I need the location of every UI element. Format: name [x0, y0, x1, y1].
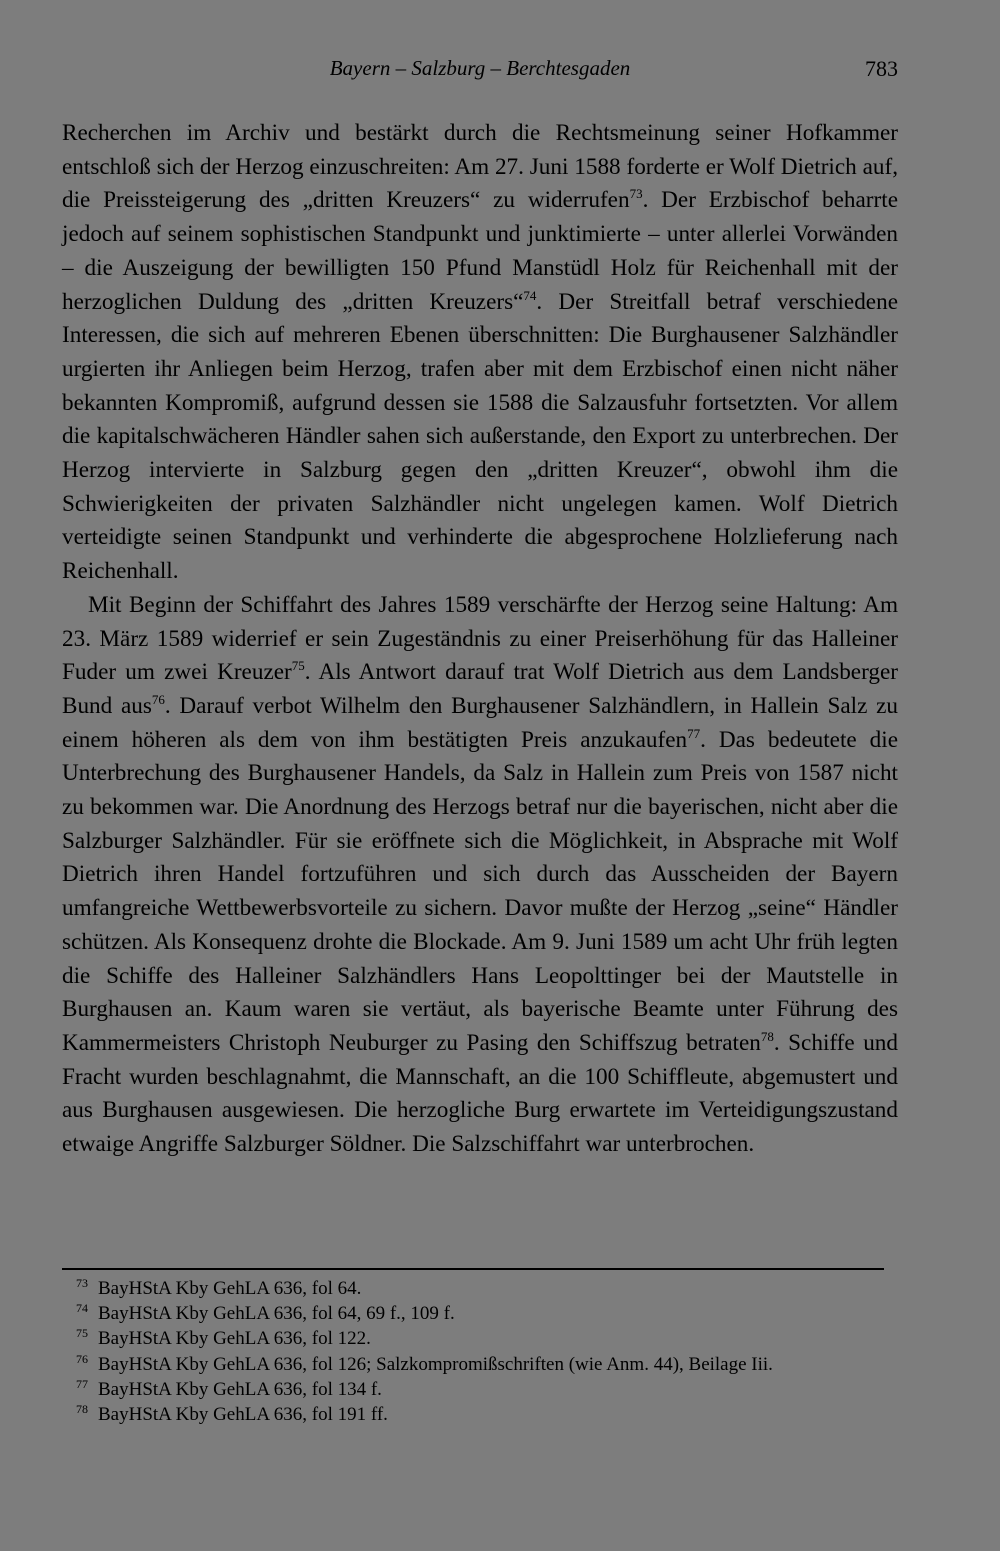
footnote-text: BayHStA Kby GehLA 636, fol 64. — [98, 1278, 362, 1299]
footnote-text: BayHStA Kby GehLA 636, fol 191 ff. — [98, 1404, 388, 1426]
text-segment: . Darauf verbot Wilhelm den Burghausener Salzhändlern, in Hallein Salz zu einem höheren als dem von ihm bestätigten Preis anzukaufen — [62, 692, 898, 753]
footnote-separator — [62, 1268, 884, 1270]
footnote-reference: 77 — [687, 725, 701, 741]
footnote: 78 BayHStA Kby GehLA 636, fol 191 ff. — [76, 1402, 388, 1426]
footnote: 73 BayHStA Kby GehLA 636, fol 64. — [76, 1276, 362, 1299]
footnote-reference: 78 — [760, 1028, 774, 1044]
footnote: 75 BayHStA Kby GehLA 636, fol 122. — [76, 1326, 371, 1350]
footnotes — [62, 1276, 884, 1427]
footnote-reference: 75 — [291, 658, 305, 674]
footnote-reference: 74 — [523, 287, 537, 303]
footnote: 74 BayHStA Kby GehLA 636, fol 64, 69 f., 109 f. — [76, 1301, 455, 1325]
footnote-text: BayHStA Kby GehLA 636, fol 126; Salzkompromißschriften (wie Anm. 44), Beilage Iii. — [98, 1353, 773, 1375]
footnote-text: BayHStA Kby GehLA 636, fol 64, 69 f., 109 f. — [98, 1303, 455, 1325]
body-text — [62, 117, 898, 1162]
running-head: Bayern – Salzburg – Berchtesgaden — [329, 56, 631, 80]
footnote-reference: 73 — [629, 186, 643, 202]
footnote-text: BayHStA Kby GehLA 636, fol 134 f. — [98, 1378, 382, 1400]
footnote-reference: 76 — [151, 691, 165, 707]
footnote: 77 BayHStA Kby GehLA 636, fol 134 f. — [76, 1376, 382, 1400]
text-segment: . Als Antwort darauf trat Wolf Dietrich aus dem Landsberger Bund aus — [62, 659, 898, 719]
text-segment: Mit Beginn der Schiffahrt des Jahres 1589 verschärfte der Herzog seine Haltung: Am 23. März 1589 widerrief er sein Zugeständnis zu einer Preiserhöhung für das Halleiner Fuder um zwei Kreuzer — [62, 591, 898, 686]
footnote-text: BayHStA Kby GehLA 636, fol 122. — [98, 1328, 371, 1350]
paragraph — [62, 589, 898, 1162]
text-segment: Recherchen im Archiv und bestärkt durch die Rechtsmeinung seiner Hofkammer entschloß sich der Herzog einzuschreiten: Am 27. Juni 1588 forderte er Wolf Dietrich auf, die Preissteigerung des „dritten Kreuzers“ zu widerrufen — [62, 120, 898, 214]
text-segment: . Der Streitfall betraf verschiedene Interessen, die sich auf mehreren Ebenen überschnitten: Die Burghausener Salzhändler urgierten ihr Anliegen beim Herzog, trafen aber mit dem Erzbischof einen nicht näher bekannten Kompromiß, aufgrund dessen sie 1588 die Salzausfuhr fortsetzten. Vor allem die kapitalschwächeren Händler sahen sich außerstande, den Export zu unterbrechen. Der Herzog intervierte in Salzburg gegen den „dritten Kreuzer“, obwohl ihm die Schwierigkeiten der privaten Salzhändler nicht ungelegen kamen. Wolf Dietrich verteidigte seinen Standpunkt und verhinderte die abgesprochene Holzlieferung nach Reichenhall. — [62, 288, 898, 585]
page-header — [62, 56, 898, 86]
text-segment: . Schiffe und Fracht wurden beschlagnahmt, die Mannschaft, an die 100 Schiffleute, abgemustert und aus Burghausen ausgewiesen. Die herzogliche Burg erwartete im Verteidigungszustand etwaige Angriffe Salzburger Söldner. Die Salzschiffahrt war unterbrochen. — [62, 1029, 898, 1158]
text-segment: . Der Erzbischof beharrte jedoch auf seinem sophistischen Standpunkt und junktimierte – unter allerlei Vorwänden – die Auszeigung der bewilligten 150 Pfund Manstüdl Holz für Reichenhall mit der herzoglichen Duldung des „dritten Kreuzers“ — [62, 187, 898, 315]
paragraph — [62, 117, 898, 589]
footnote: 76 BayHStA Kby GehLA 636, fol 126; Salzkompromißschriften (wie Anm. 44), Beilage Iii. — [76, 1351, 773, 1375]
text-segment: . Das bedeutete die Unterbrechung des Burghausener Handels, da Salz in Hallein zum Preis von 1587 nicht zu bekommen war. Die Anordnung des Herzogs betraf nur die bayerischen, nicht aber die Salzburger Salzhändler. Für sie eröffnete sich die Möglichkeit, in Absprache mit Wolf Dietrich ihren Handel fortzuführen und sich durch das Ausscheiden der Bayern umfangreiche Wettbewerbsvorteile zu sichern. Davor mußte der Herzog „seine“ Händler schützen. Als Konsequenz drohte die Blockade. Am 9. Juni 1589 um acht Uhr früh legten die Schiffe des Halleiner Salzhändlers Hans Leopolttinger bei der Mautstelle in Burghausen an. Kaum waren sie vertäut, als bayerische Beamte unter Führung des Kammermeisters Christoph Neuburger zu Pasing den Schiffszug betraten — [62, 726, 898, 1056]
page-number: 783 — [865, 56, 898, 81]
